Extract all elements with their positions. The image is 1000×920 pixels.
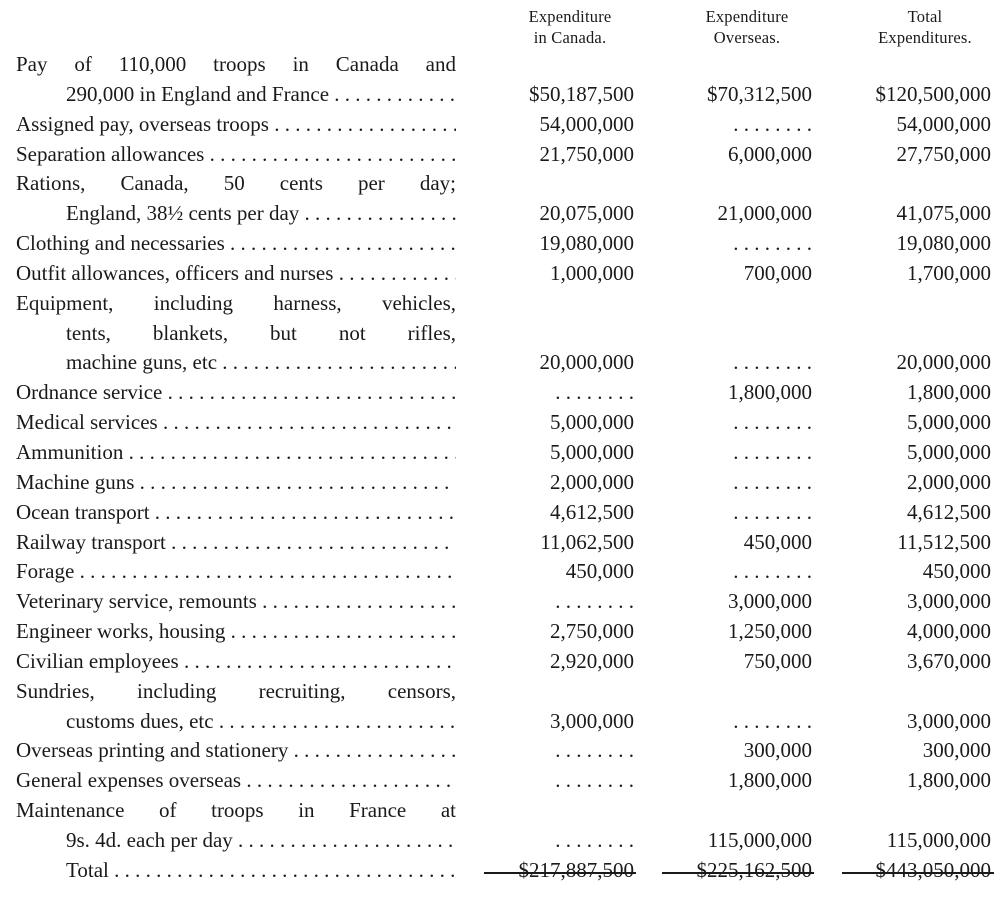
- total-value: 3,670,000: [907, 648, 991, 673]
- table-row: [0, 110, 1000, 140]
- canada-value: 2,000,000: [550, 469, 634, 494]
- overseas-value: 450,000: [743, 529, 812, 554]
- total-value: 4,000,000: [907, 619, 991, 644]
- total-value: 4,612,500: [907, 499, 991, 524]
- overseas-value: 21,000,000: [717, 201, 812, 226]
- total-overseas-value: $225,162,500: [696, 858, 812, 882]
- table-row: [0, 826, 1000, 856]
- row-label: Clothing and necessaries . . .: [16, 229, 456, 259]
- canada-value: 5,000,000: [550, 410, 634, 435]
- total-value: 3,000,000: [907, 589, 991, 614]
- overseas-value: 1,250,000: [728, 619, 812, 644]
- canada-value: . . . . . . . .: [555, 589, 634, 614]
- table-row: [0, 50, 1000, 80]
- total-canada-value: $217,887,500: [518, 858, 634, 882]
- row-label: Rations, Canada, 50 cents per day;: [16, 171, 456, 196]
- row-label: England, 38½ cents per day . . .: [66, 199, 456, 229]
- column-header-overseas: Expenditure Overseas.: [705, 7, 789, 47]
- total-value: 2,000,000: [907, 469, 991, 494]
- overseas-value: . . . . . . . .: [733, 469, 812, 494]
- total-value: 1,700,000: [907, 260, 991, 285]
- total-value: 450,000: [922, 559, 991, 584]
- row-label: tents, blankets, but not rifles,: [66, 320, 456, 345]
- canada-value: 11,062,500: [540, 529, 634, 554]
- canada-value: 19,080,000: [539, 231, 634, 256]
- canada-value: 20,075,000: [539, 201, 634, 226]
- canada-value: . . . . . . . .: [555, 827, 634, 852]
- overseas-value: . . . . . . . .: [733, 708, 812, 733]
- total-value: 11,512,500: [897, 529, 991, 554]
- table-row: [0, 80, 1000, 110]
- table-row: [0, 707, 1000, 737]
- canada-value: 20,000,000: [539, 350, 634, 375]
- canada-value: 5,000,000: [550, 439, 634, 464]
- total-value: 19,080,000: [896, 231, 991, 256]
- row-label: Machine guns . . .: [16, 468, 456, 498]
- row-label: customs dues, etc . . .: [66, 707, 456, 737]
- row-label: Sundries, including recruiting, censors,: [16, 678, 456, 703]
- row-label: Ocean transport . . .: [16, 498, 456, 528]
- canada-value: 54,000,000: [539, 111, 634, 136]
- table-row: [0, 677, 1000, 707]
- total-label: Total . . .: [66, 856, 456, 886]
- total-value: 41,075,000: [896, 201, 991, 226]
- row-label: 9s. 4d. each per day . . .: [66, 826, 456, 856]
- overseas-value: 1,800,000: [728, 768, 812, 793]
- table-row: [0, 468, 1000, 498]
- table-row: [0, 169, 1000, 199]
- table-row: [0, 796, 1000, 826]
- canada-value: $50,187,500: [529, 81, 634, 106]
- table-row: [0, 736, 1000, 766]
- total-value: 5,000,000: [907, 410, 991, 435]
- overseas-value: $70,312,500: [707, 81, 812, 106]
- grand-total-value: $443,050,000: [875, 858, 991, 882]
- expenditure-rows: [0, 50, 1000, 856]
- canada-value: . . . . . . . .: [555, 768, 634, 793]
- total-value: 20,000,000: [896, 350, 991, 375]
- row-label: Separation allowances . . .: [16, 140, 456, 170]
- total-row: [0, 856, 1000, 886]
- canada-value: 21,750,000: [539, 141, 634, 166]
- canada-value: . . . . . . . .: [555, 738, 634, 763]
- column-header-total: Total Expenditures.: [878, 7, 972, 47]
- canada-value: 3,000,000: [550, 708, 634, 733]
- overseas-value: 1,800,000: [728, 380, 812, 405]
- row-label: Railway transport . . .: [16, 528, 456, 558]
- row-label: Maintenance of troops in France at: [16, 798, 456, 823]
- overseas-value: . . . . . . . .: [733, 111, 812, 136]
- table-row: [0, 319, 1000, 349]
- canada-value: 4,612,500: [550, 499, 634, 524]
- table-row: [0, 438, 1000, 468]
- total-value: 5,000,000: [907, 439, 991, 464]
- row-label: Ordnance service . . .: [16, 378, 456, 408]
- total-value: 27,750,000: [896, 141, 991, 166]
- overseas-value: 3,000,000: [728, 589, 812, 614]
- total-value: $120,500,000: [875, 81, 991, 106]
- table-row: [0, 647, 1000, 677]
- total-value: 115,000,000: [886, 827, 991, 852]
- table-row: [0, 229, 1000, 259]
- table-row: [0, 528, 1000, 558]
- total-value: 1,800,000: [907, 380, 991, 405]
- overseas-value: . . . . . . . .: [733, 499, 812, 524]
- row-label: Veterinary service, remounts . . .: [16, 587, 456, 617]
- row-label: machine guns, etc . . .: [66, 348, 456, 378]
- overseas-value: . . . . . . . .: [733, 410, 812, 435]
- total-value: 54,000,000: [896, 111, 991, 136]
- table-row: [0, 259, 1000, 289]
- row-label: Pay of 110,000 troops in Canada and: [16, 52, 456, 76]
- table-row: [0, 140, 1000, 170]
- overseas-value: 700,000: [743, 260, 812, 285]
- table-row: [0, 498, 1000, 528]
- overseas-value: . . . . . . . .: [733, 231, 812, 256]
- table-row: [0, 408, 1000, 438]
- table-row: [0, 378, 1000, 408]
- table-row: [0, 289, 1000, 319]
- column-header-canada: Expenditure in Canada.: [528, 7, 612, 47]
- row-label: Equipment, including harness, vehicles,: [16, 290, 456, 315]
- row-label: Overseas printing and stationery . . .: [16, 736, 456, 766]
- canada-value: . . . . . . . .: [555, 380, 634, 405]
- table-row: [0, 587, 1000, 617]
- overseas-value: 750,000: [743, 648, 812, 673]
- table-row: [0, 766, 1000, 796]
- row-label: Civilian employees . . .: [16, 647, 456, 677]
- row-label: Engineer works, housing . . .: [16, 617, 456, 647]
- overseas-value: 6,000,000: [728, 141, 812, 166]
- table-row: [0, 199, 1000, 229]
- overseas-value: . . . . . . . .: [733, 350, 812, 375]
- total-value: 3,000,000: [907, 708, 991, 733]
- table-row: [0, 348, 1000, 378]
- canada-value: 1,000,000: [550, 260, 634, 285]
- row-label: Assigned pay, overseas troops . . .: [16, 110, 456, 140]
- row-label: Medical services . . .: [16, 408, 456, 438]
- row-label: Forage . . .: [16, 557, 456, 587]
- total-value: 1,800,000: [907, 768, 991, 793]
- row-label: Outfit allowances, officers and nurses . . .: [16, 259, 456, 289]
- row-label: 290,000 in England and France . . .: [66, 80, 456, 110]
- row-label: General expenses overseas . . .: [16, 766, 456, 796]
- row-label: Ammunition . . .: [16, 438, 456, 468]
- overseas-value: 300,000: [743, 738, 812, 763]
- table-row: [0, 557, 1000, 587]
- overseas-value: 115,000,000: [707, 827, 812, 852]
- canada-value: 2,750,000: [550, 619, 634, 644]
- canada-value: 2,920,000: [550, 648, 634, 673]
- table-row: [0, 617, 1000, 647]
- overseas-value: . . . . . . . .: [733, 559, 812, 584]
- total-value: 300,000: [922, 738, 991, 763]
- overseas-value: . . . . . . . .: [733, 439, 812, 464]
- canada-value: 450,000: [565, 559, 634, 584]
